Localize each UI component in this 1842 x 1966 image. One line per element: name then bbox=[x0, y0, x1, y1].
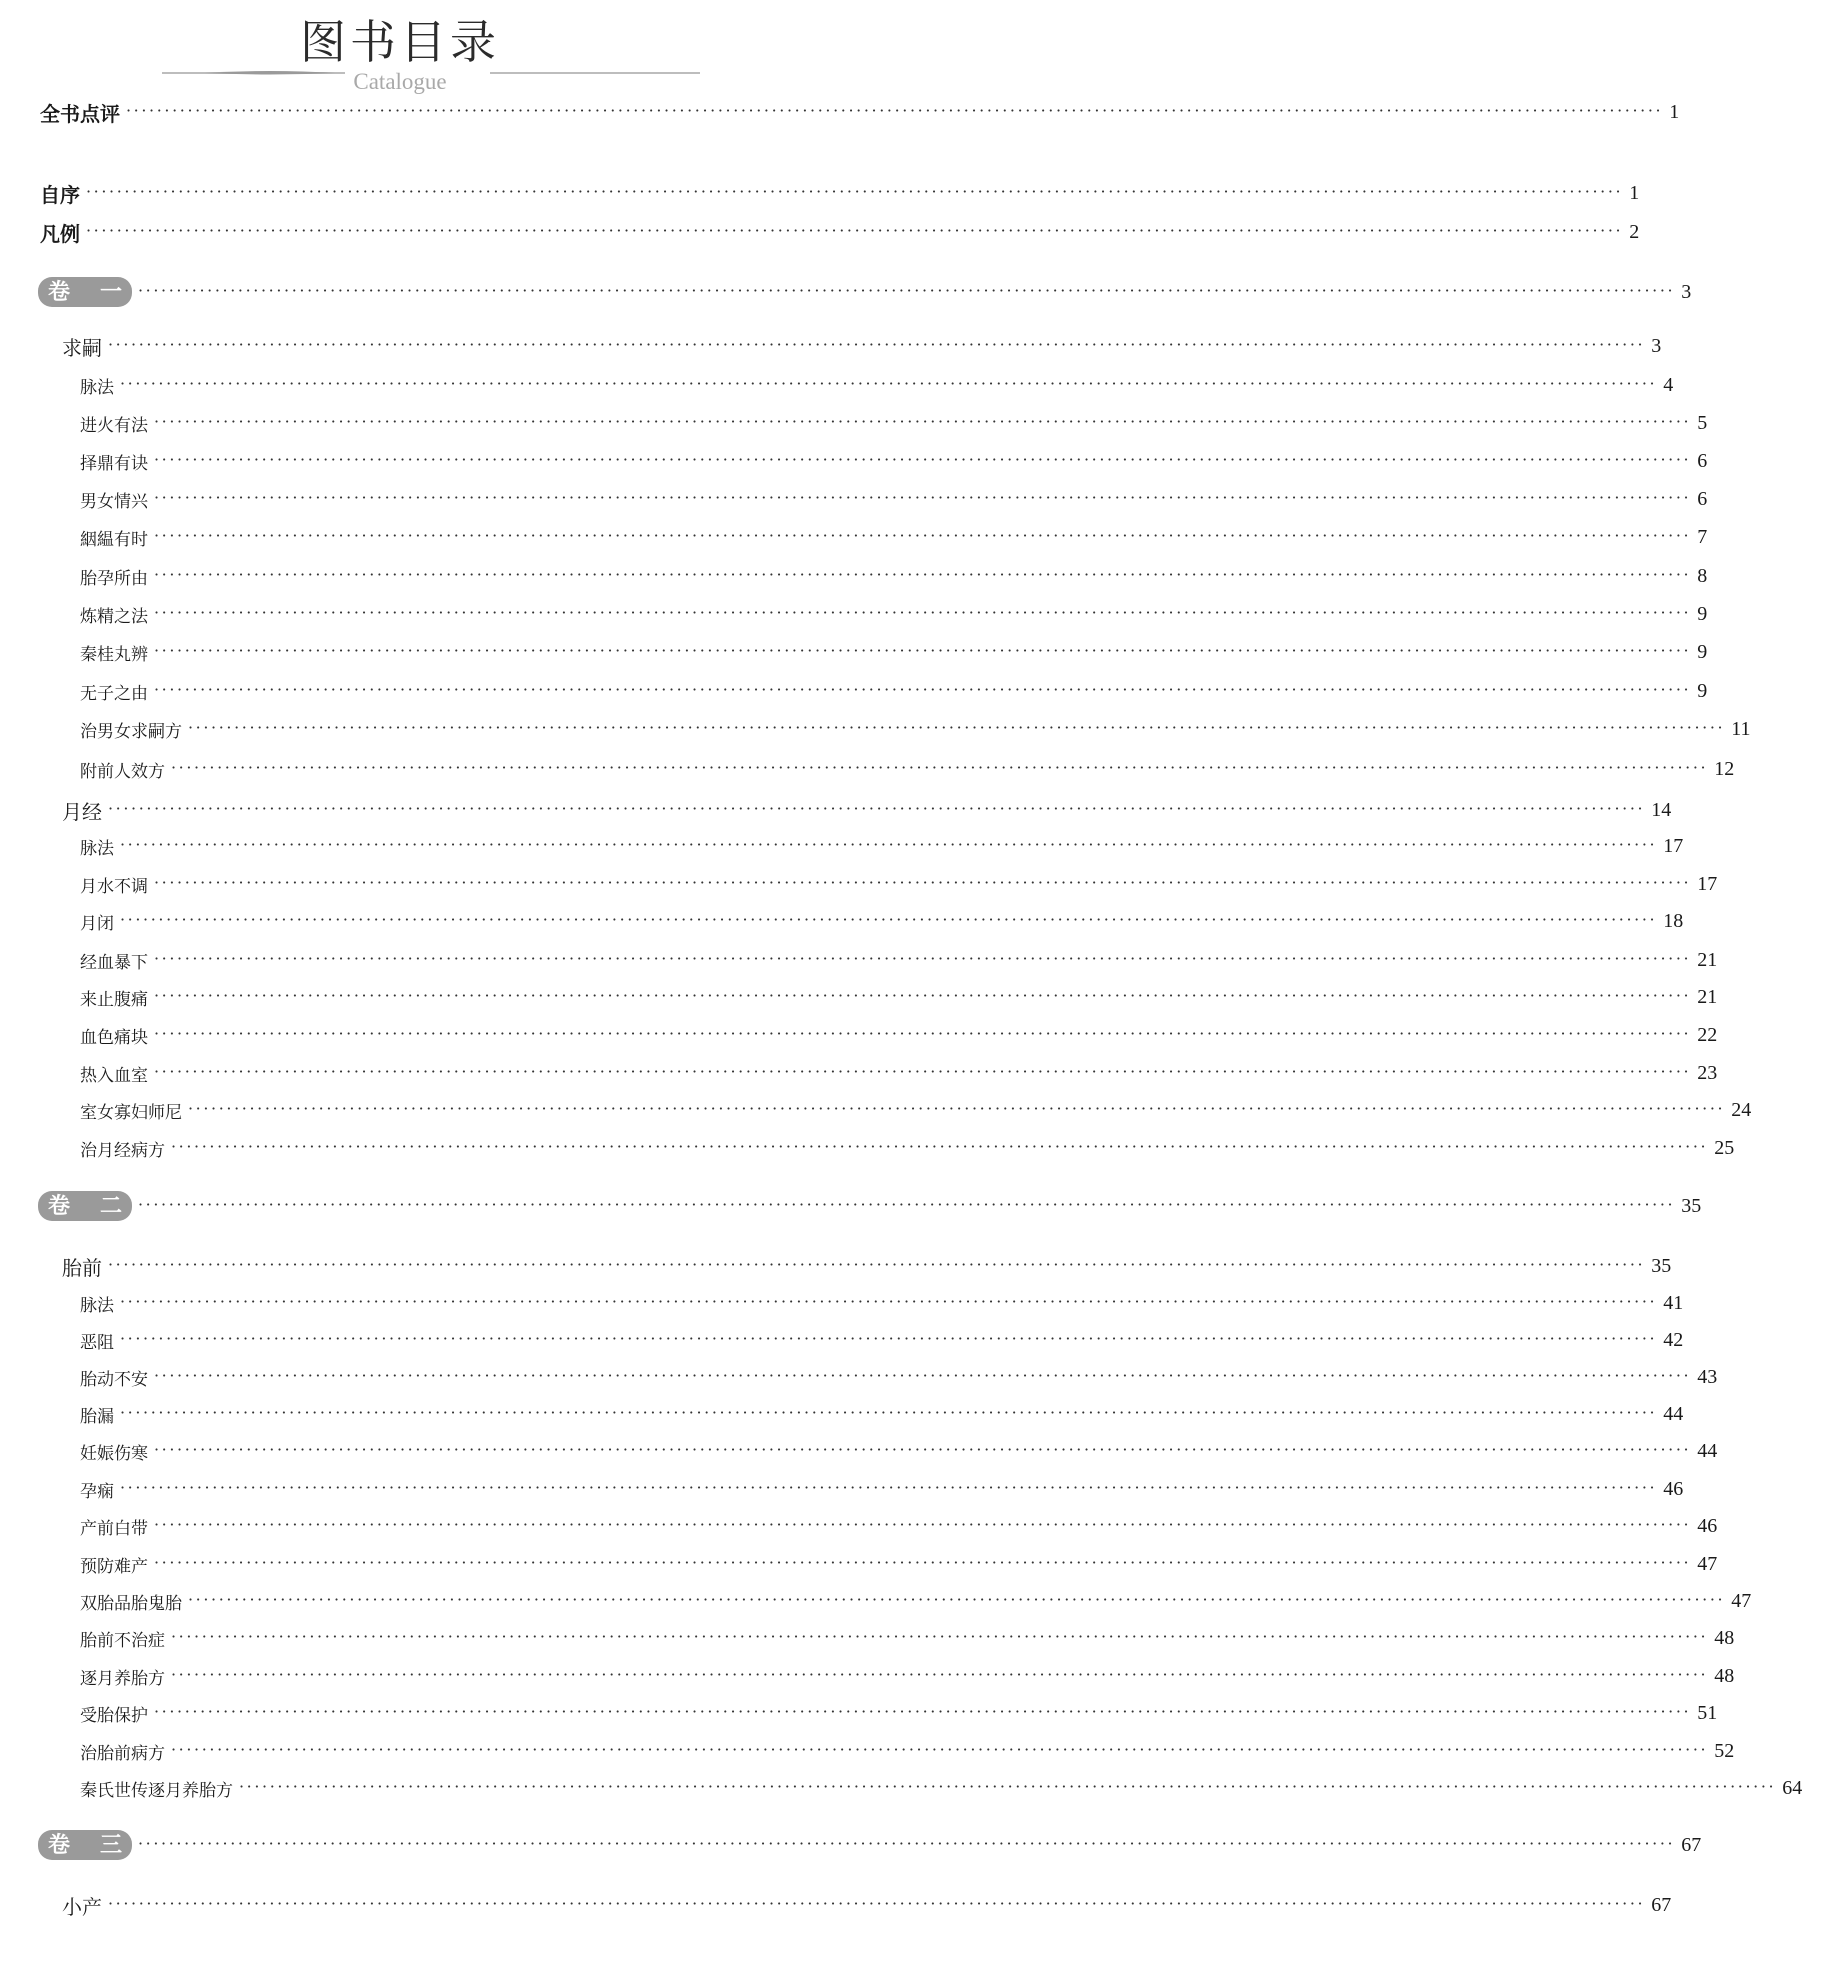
toc-entry bbox=[0, 795, 1672, 825]
toc-entry-label: 求嗣 bbox=[62, 335, 102, 360]
volume-label-number: 一 bbox=[100, 279, 125, 305]
volume-label bbox=[38, 1191, 132, 1221]
toc-entry-label: 受胎保护 bbox=[80, 1705, 148, 1726]
toc-entry bbox=[0, 1890, 1672, 1920]
dot-leader: ········································································································································································································ bbox=[138, 1833, 1676, 1853]
dot-leader: ········································································································································································································ bbox=[108, 1254, 1646, 1274]
toc-entry-label: 室女寡妇师尼 bbox=[80, 1102, 182, 1123]
toc-page-number: 46 bbox=[1663, 1477, 1684, 1500]
toc-entry bbox=[0, 97, 1680, 127]
toc-entry bbox=[0, 906, 1684, 936]
dot-leader: ········································································································································································································ bbox=[171, 1136, 1709, 1156]
toc-page-number: 3 bbox=[1651, 334, 1662, 357]
toc-entry-label: 小产 bbox=[62, 1894, 102, 1919]
toc-entry bbox=[0, 1399, 1684, 1429]
dot-leader: ········································································································································································································ bbox=[154, 602, 1692, 622]
dot-leader: ········································································································································································································ bbox=[120, 909, 1658, 929]
toc-entry bbox=[0, 1474, 1684, 1504]
toc-entry bbox=[0, 561, 1708, 591]
toc-entry bbox=[0, 370, 1674, 400]
toc-entry-label: 秦氏世传逐月养胎方 bbox=[80, 1780, 233, 1801]
dot-leader: ········································································································································································································ bbox=[154, 1514, 1692, 1534]
dot-leader: ········································································································································································································ bbox=[154, 1365, 1692, 1385]
toc-entry-label: 凡例 bbox=[40, 221, 80, 246]
toc-entry-label: 月经 bbox=[62, 799, 102, 824]
toc-entry-label: 择鼎有诀 bbox=[80, 453, 148, 474]
toc-page-number: 6 bbox=[1697, 449, 1708, 472]
toc-entry-label: 男女情兴 bbox=[80, 491, 148, 512]
toc-entry-label: 胎前 bbox=[62, 1255, 102, 1280]
toc-page-number: 1 bbox=[1669, 100, 1680, 123]
toc-page-number: 21 bbox=[1697, 948, 1718, 971]
toc-entry-label: 炼精之法 bbox=[80, 606, 148, 627]
dot-leader: ········································································································································································································ bbox=[154, 640, 1692, 660]
toc-page-number: 48 bbox=[1714, 1626, 1735, 1649]
toc-page-number: 9 bbox=[1697, 640, 1708, 663]
toc-page-number: 11 bbox=[1731, 717, 1751, 740]
toc-entry-label: 全书点评 bbox=[40, 101, 120, 126]
volume-label-number: 二 bbox=[100, 1193, 125, 1219]
toc-entry bbox=[0, 522, 1708, 552]
dot-leader: ········································································································································································································ bbox=[154, 679, 1692, 699]
toc-entry-label: 脉法 bbox=[80, 377, 114, 398]
dot-leader: ········································································································································································································ bbox=[154, 449, 1692, 469]
toc-page-number: 44 bbox=[1663, 1402, 1684, 1425]
toc-entry bbox=[0, 831, 1684, 861]
toc-page-number: 23 bbox=[1697, 1061, 1718, 1084]
dot-leader: ········································································································································································································ bbox=[120, 834, 1658, 854]
toc-entry-label: 来止腹痛 bbox=[80, 989, 148, 1010]
dot-leader: ········································································································································································································ bbox=[138, 1194, 1676, 1214]
dot-leader: ········································································································································································································ bbox=[108, 334, 1646, 354]
toc-page-number: 6 bbox=[1697, 487, 1708, 510]
dot-leader: ········································································································································································································ bbox=[188, 1098, 1726, 1118]
toc-entry bbox=[0, 754, 1735, 784]
toc-page-number: 41 bbox=[1663, 1291, 1684, 1314]
page-title: 图书目录 bbox=[300, 15, 500, 69]
volume-heading bbox=[0, 1191, 1702, 1221]
toc-entry-label: 妊娠伤寒 bbox=[80, 1443, 148, 1464]
toc-entry bbox=[0, 1549, 1718, 1579]
toc-entry bbox=[0, 1586, 1752, 1616]
toc-entry bbox=[0, 408, 1708, 438]
toc-page-number: 24 bbox=[1731, 1098, 1752, 1121]
toc-page-number: 8 bbox=[1697, 564, 1708, 587]
toc-page-number: 48 bbox=[1714, 1664, 1735, 1687]
toc-entry bbox=[0, 1436, 1718, 1466]
toc-page-number: 1 bbox=[1629, 181, 1640, 204]
toc-page-number: 43 bbox=[1697, 1365, 1718, 1388]
toc-entry bbox=[0, 945, 1718, 975]
toc-entry bbox=[0, 1623, 1735, 1653]
toc-page-number: 25 bbox=[1714, 1136, 1735, 1159]
toc-page-number: 5 bbox=[1697, 411, 1708, 434]
toc-entry-label: 胎动不安 bbox=[80, 1369, 148, 1390]
page-subtitle: Catalogue bbox=[353, 69, 447, 94]
dot-leader: ········································································································································································································ bbox=[154, 1439, 1692, 1459]
toc-entry bbox=[0, 1058, 1718, 1088]
toc-page-number: 35 bbox=[1681, 1194, 1702, 1217]
dot-leader: ········································································································································································································ bbox=[108, 798, 1646, 818]
dot-leader: ········································································································································································································ bbox=[120, 1291, 1658, 1311]
toc-page-number: 21 bbox=[1697, 985, 1718, 1008]
toc-entry-label: 预防难产 bbox=[80, 1556, 148, 1577]
toc-entry bbox=[0, 217, 1640, 247]
toc-entry bbox=[0, 676, 1708, 706]
toc-page-number: 47 bbox=[1731, 1589, 1752, 1612]
dot-leader: ········································································································································································································ bbox=[154, 411, 1692, 431]
toc-page-number: 2 bbox=[1629, 220, 1640, 243]
dot-leader: ········································································································································································································ bbox=[239, 1776, 1777, 1796]
toc-entry bbox=[0, 637, 1708, 667]
toc-entry bbox=[0, 869, 1718, 899]
toc-entry-label: 月闭 bbox=[80, 913, 114, 934]
toc-entry-label: 无子之由 bbox=[80, 683, 148, 704]
toc-page-number: 42 bbox=[1663, 1328, 1684, 1351]
volume-label bbox=[38, 277, 132, 307]
dot-leader: ········································································································································································································ bbox=[171, 1739, 1709, 1759]
toc-entry-label: 产前白带 bbox=[80, 1518, 148, 1539]
toc-entry-label: 双胎品胎鬼胎 bbox=[80, 1593, 182, 1614]
dot-leader: ········································································································································································································ bbox=[171, 1664, 1709, 1684]
toc-entry bbox=[0, 1736, 1735, 1766]
toc-page-number: 46 bbox=[1697, 1514, 1718, 1537]
dot-leader: ········································································································································································································ bbox=[154, 525, 1692, 545]
toc-entry-label: 逐月养胎方 bbox=[80, 1668, 165, 1689]
dot-leader: ········································································································································································································ bbox=[120, 1328, 1658, 1348]
volume-label bbox=[38, 1830, 132, 1860]
toc-entry-label: 絪緼有时 bbox=[80, 529, 148, 550]
toc-entry-label: 脉法 bbox=[80, 1295, 114, 1316]
toc-entry bbox=[0, 1020, 1718, 1050]
dot-leader: ········································································································································································································ bbox=[86, 220, 1624, 240]
toc-entry-label: 治男女求嗣方 bbox=[80, 721, 182, 742]
toc-page-number: 4 bbox=[1663, 373, 1674, 396]
toc-entry bbox=[0, 331, 1662, 361]
toc-entry bbox=[0, 484, 1708, 514]
toc-entry bbox=[0, 1133, 1735, 1163]
volume-heading bbox=[0, 277, 1692, 307]
toc-page-number: 9 bbox=[1697, 602, 1708, 625]
toc-entry-label: 进火有法 bbox=[80, 415, 148, 436]
toc-page-number: 3 bbox=[1681, 280, 1692, 303]
toc-page-number: 51 bbox=[1697, 1701, 1718, 1724]
dot-leader: ········································································································································································································ bbox=[171, 757, 1709, 777]
toc-entry-label: 胎孕所由 bbox=[80, 568, 148, 589]
dot-leader: ········································································································································································································ bbox=[108, 1893, 1646, 1913]
toc-entry-label: 胎前不治症 bbox=[80, 1630, 165, 1651]
toc-entry-label: 恶阻 bbox=[80, 1332, 114, 1353]
volume-label-number: 三 bbox=[100, 1832, 125, 1858]
toc-entry-label: 治月经病方 bbox=[80, 1140, 165, 1161]
toc-entry bbox=[0, 1698, 1718, 1728]
toc-page-number: 64 bbox=[1782, 1776, 1803, 1799]
toc-entry-label: 孕痫 bbox=[80, 1481, 114, 1502]
dot-leader: ········································································································································································································ bbox=[154, 564, 1692, 584]
toc-entry bbox=[0, 599, 1708, 629]
toc-page-number: 18 bbox=[1663, 909, 1684, 932]
toc-entry bbox=[0, 1773, 1803, 1803]
dot-leader: ········································································································································································································ bbox=[188, 1589, 1726, 1609]
dot-leader: ········································································································································································································ bbox=[154, 1061, 1692, 1081]
dot-leader: ········································································································································································································ bbox=[154, 872, 1692, 892]
toc-page-number: 67 bbox=[1651, 1893, 1672, 1916]
dot-leader: ········································································································································································································ bbox=[120, 373, 1658, 393]
toc-page-number: 17 bbox=[1697, 872, 1718, 895]
toc-entry bbox=[0, 1288, 1684, 1318]
toc-page-number: 22 bbox=[1697, 1023, 1718, 1046]
toc-page-number: 35 bbox=[1651, 1254, 1672, 1277]
toc-entry-label: 热入血室 bbox=[80, 1065, 148, 1086]
toc-entry bbox=[0, 1095, 1752, 1125]
toc-entry bbox=[0, 982, 1718, 1012]
dot-leader: ········································································································································································································ bbox=[154, 1552, 1692, 1572]
dot-leader: ········································································································································································································ bbox=[120, 1402, 1658, 1422]
volume-label-part: 卷 bbox=[48, 1193, 73, 1219]
dot-leader: ········································································································································································································ bbox=[86, 181, 1624, 201]
toc-entry-label: 秦桂丸辨 bbox=[80, 644, 148, 665]
toc-page-number: 67 bbox=[1681, 1833, 1702, 1856]
dot-leader: ········································································································································································································ bbox=[188, 717, 1726, 737]
toc-entry-label: 经血暴下 bbox=[80, 952, 148, 973]
dot-leader: ········································································································································································································ bbox=[154, 1023, 1692, 1043]
toc-page-number: 14 bbox=[1651, 798, 1672, 821]
volume-heading bbox=[0, 1830, 1702, 1860]
toc-entry-label: 胎漏 bbox=[80, 1406, 114, 1427]
toc-page-number: 12 bbox=[1714, 757, 1735, 780]
dot-leader: ········································································································································································································ bbox=[154, 487, 1692, 507]
toc-entry-label: 血色痛块 bbox=[80, 1027, 148, 1048]
toc-entry-label: 脉法 bbox=[80, 838, 114, 859]
toc-entry bbox=[0, 1661, 1735, 1691]
dot-leader: ········································································································································································································ bbox=[154, 1701, 1692, 1721]
toc-page-number: 44 bbox=[1697, 1439, 1718, 1462]
dot-leader: ········································································································································································································ bbox=[138, 280, 1676, 300]
toc-entry-label: 附前人效方 bbox=[80, 761, 165, 782]
dot-leader: ········································································································································································································ bbox=[154, 985, 1692, 1005]
toc-page-number: 9 bbox=[1697, 679, 1708, 702]
toc-entry bbox=[0, 1325, 1684, 1355]
toc-entry bbox=[0, 1362, 1718, 1392]
toc-entry-label: 自序 bbox=[40, 182, 80, 207]
toc-entry bbox=[0, 178, 1640, 208]
toc-page-number: 7 bbox=[1697, 525, 1708, 548]
toc-entry bbox=[0, 1511, 1718, 1541]
volume-label-part: 卷 bbox=[48, 1832, 73, 1858]
dot-leader: ········································································································································································································ bbox=[171, 1626, 1709, 1646]
toc-entry bbox=[0, 1251, 1672, 1281]
toc-entry bbox=[0, 446, 1708, 476]
toc-page-number: 17 bbox=[1663, 834, 1684, 857]
toc-page-number: 47 bbox=[1697, 1552, 1718, 1575]
toc-page-number: 52 bbox=[1714, 1739, 1735, 1762]
dot-leader: ········································································································································································································ bbox=[120, 1477, 1658, 1497]
dot-leader: ········································································································································································································ bbox=[126, 100, 1664, 120]
volume-label-part: 卷 bbox=[48, 279, 73, 305]
toc-entry-label: 月水不调 bbox=[80, 876, 148, 897]
toc-entry bbox=[0, 714, 1751, 744]
toc-entry-label: 治胎前病方 bbox=[80, 1743, 165, 1764]
dot-leader: ········································································································································································································ bbox=[154, 948, 1692, 968]
